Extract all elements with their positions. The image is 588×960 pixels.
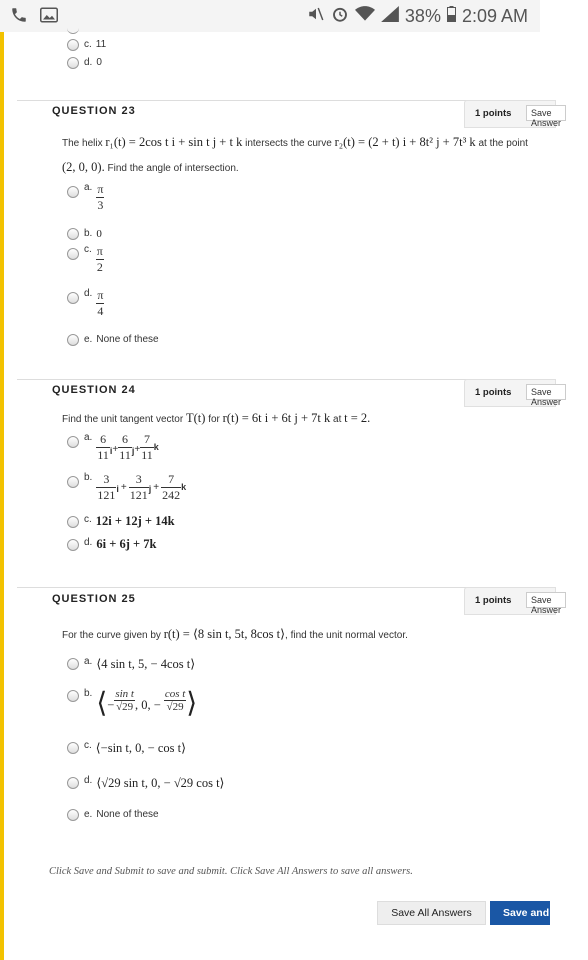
- q25-option-a[interactable]: a. ⟨4 sin t, 5, − 4cos t⟩: [67, 656, 195, 672]
- radio-button[interactable]: [67, 334, 79, 346]
- alarm-icon: [331, 5, 349, 28]
- save-answer-button[interactable]: Save Answer: [526, 384, 566, 400]
- gallery-icon: [40, 7, 58, 28]
- wifi-icon: [355, 6, 375, 27]
- question-25-points-box: [464, 587, 562, 615]
- question-23-title: QUESTION 23: [52, 105, 136, 117]
- question-23-points-box: [464, 100, 562, 128]
- points-label: 1 points: [475, 387, 512, 398]
- prev-option-d[interactable]: d. 0: [67, 57, 102, 69]
- question-divider: [17, 100, 540, 101]
- radio-button[interactable]: [67, 476, 79, 488]
- q24-option-d[interactable]: d. 6i + 6j + 7k: [67, 537, 156, 552]
- radio-button[interactable]: [67, 228, 79, 240]
- prev-option-c[interactable]: c. 11: [67, 39, 106, 51]
- question-divider: [17, 587, 540, 588]
- save-answer-button[interactable]: Save Answer: [526, 592, 566, 608]
- points-label: 1 points: [475, 108, 512, 119]
- q25-option-c[interactable]: c. ⟨−sin t, 0, − cos t⟩: [67, 740, 186, 756]
- battery-percent: 38%: [404, 6, 441, 26]
- q23-option-d[interactable]: d. $\frac{\pi}{4}$: [67, 288, 104, 319]
- battery-icon: [447, 6, 456, 27]
- q23-option-a[interactable]: a. $\frac{\pi}{3}$: [67, 182, 104, 213]
- radio-button[interactable]: [67, 539, 79, 551]
- q24-option-a[interactable]: a. $\frac{6}{11}$ i + $\frac{6}{11}$ j + $\frac{7}{11}$ k: [67, 432, 159, 463]
- left-accent-bar: [0, 32, 4, 960]
- q25-option-b[interactable]: b. ⟨ − $\frac{\text{sin t}}{√29}$ , 0, − $\frac{\text{cos t}}{√29}$ ⟩: [67, 688, 197, 722]
- q23-option-c[interactable]: c. $\frac{\pi}{2}$: [67, 244, 104, 275]
- q23-option-b[interactable]: b. 0: [67, 228, 102, 240]
- question-24-text: Find the unit tangent vector T(t) for r(t) = 6t i + 6t j + 7t k at t = 2.: [62, 411, 371, 425]
- save-answer-button[interactable]: Save Answer: [526, 105, 566, 121]
- q24-option-b[interactable]: b. $\frac{3}{121}$ i + $\frac{3}{121}$ j + $\frac{7}{242}$ k: [67, 472, 186, 503]
- q25-option-e[interactable]: e. None of these: [67, 809, 159, 821]
- save-and-submit-button[interactable]: Save and Submit: [490, 901, 550, 925]
- radio-button[interactable]: [67, 516, 79, 528]
- q23-option-e[interactable]: e. None of these: [67, 334, 159, 346]
- fraction: $\frac{\pi}{3}$: [97, 182, 104, 212]
- q25-option-d[interactable]: d. ⟨√29 sin t, 0, − √29 cos t⟩: [67, 775, 224, 791]
- question-divider: [17, 379, 540, 380]
- radio-button[interactable]: [67, 809, 79, 821]
- question-23-text: The helix r₁(t) = 2cos t i + sin t j + t k intersects the curve r₂(t) = (2 + t) i + 8t² j + 7t³ k at the point: [62, 135, 528, 149]
- submit-instructions: Click Save and Submit to save and submit. Click Save All Answers to save all answers.: [49, 866, 413, 877]
- q24-option-c[interactable]: c. 12i + 12j + 14k: [67, 514, 175, 529]
- radio-button[interactable]: [67, 436, 79, 448]
- mute-icon: [307, 5, 325, 28]
- radio-button[interactable]: [67, 690, 79, 702]
- radio-button[interactable]: [67, 248, 79, 260]
- partial-radio: [67, 25, 79, 34]
- radio-button[interactable]: [67, 742, 79, 754]
- question-24-title: QUESTION 24: [52, 384, 136, 396]
- quiz-content: [17, 32, 588, 960]
- radio-button[interactable]: [67, 57, 79, 69]
- radio-button[interactable]: [67, 777, 79, 789]
- radio-button[interactable]: [67, 658, 79, 670]
- fraction: $\frac{\pi}{2}$: [96, 244, 103, 274]
- question-25-title: QUESTION 25: [52, 593, 136, 605]
- question-24-points-box: [464, 379, 562, 407]
- question-25-text: For the curve given by r(t) = ⟨8 sin t, 5t, 8cos t⟩, find the unit normal vector.: [62, 627, 408, 641]
- signal-icon: [381, 6, 399, 27]
- clock-time: 2:09 AM: [461, 6, 528, 26]
- radio-button[interactable]: [67, 39, 79, 51]
- radio-button[interactable]: [67, 292, 79, 304]
- radio-button[interactable]: [67, 186, 79, 198]
- question-23-text-line2: (2, 0, 0). Find the angle of intersection.: [62, 160, 239, 174]
- points-label: 1 points: [475, 595, 512, 606]
- save-all-answers-button[interactable]: Save All Answers: [377, 901, 486, 925]
- fraction: $\frac{\pi}{4}$: [97, 288, 104, 318]
- status-bar: [0, 0, 540, 32]
- phone-icon: [10, 6, 28, 29]
